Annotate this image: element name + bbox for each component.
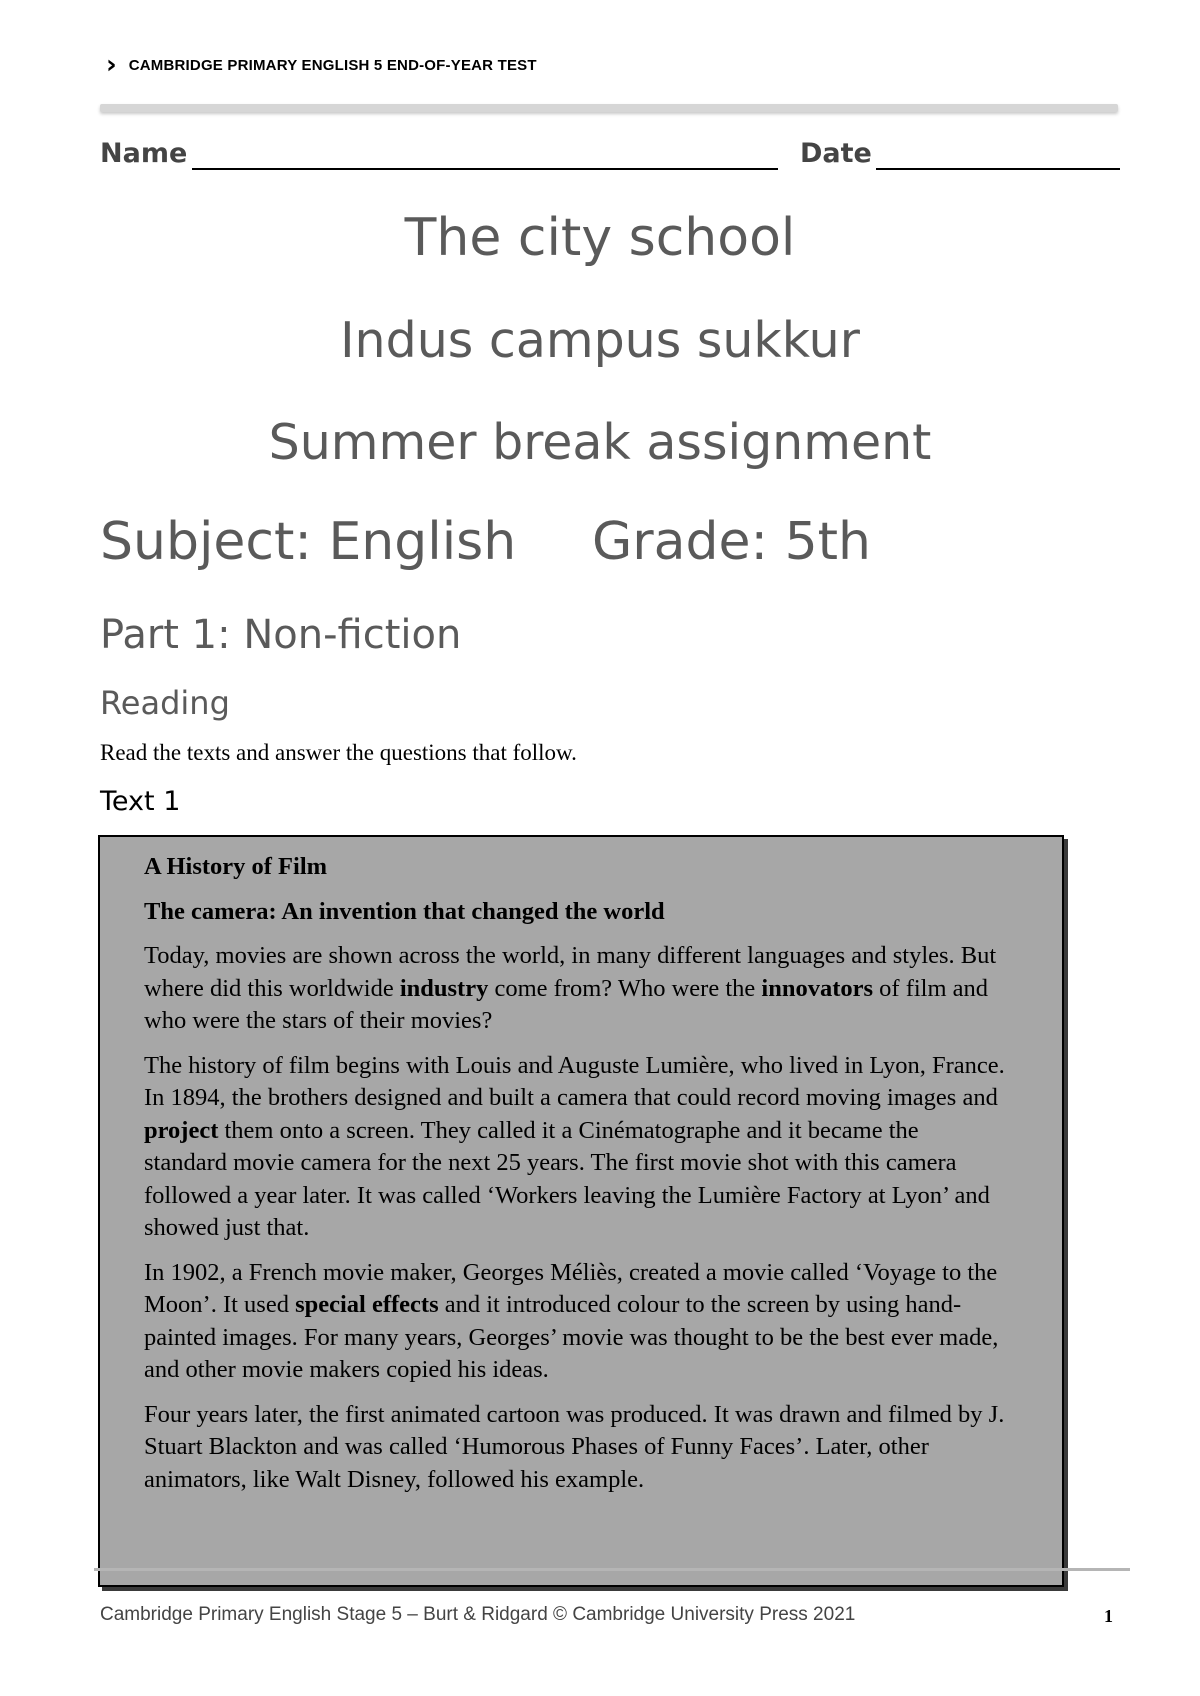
passage-paragraph-2: The history of film begins with Louis and Auguste Lumière, who lived in Lyon, France. In 1894, the brothers designed and built a camera that could record moving images and project them onto a screen. They called it a Cinématographe and it became the standard movie camera for the next 25 years. The first movie shot with this camera followed a year later. It was called ‘Workers leaving the Lumière Factory at Lyon’ and showed just that.	[144, 1051, 1005, 1241]
chevron-right-icon: ›	[106, 50, 117, 80]
name-field[interactable]	[192, 168, 778, 170]
keyword-innovators: innovators	[761, 974, 874, 1002]
page-number: 1	[1104, 1606, 1113, 1626]
passage-paragraph-4: Four years later, the first animated cartoon was produced. It was drawn and filmed by J. Stuart Blackton and was called ‘Humorous Phases of Funny Faces’. Later, other animators, like Walt Disney, followed his example.	[144, 1400, 1005, 1493]
running-header	[106, 52, 537, 78]
date-label: Date	[800, 138, 872, 169]
assignment-title: Summer break assignment	[268, 414, 932, 471]
text-label: Text 1	[100, 786, 181, 817]
keyword-industry: industry	[399, 974, 489, 1002]
name-date-row	[100, 136, 1120, 176]
footer-credit: Cambridge Primary English Stage 5 – Burt & Ridgard © Cambridge University Press 2021	[100, 1604, 856, 1625]
date-field[interactable]	[876, 168, 1120, 170]
reading-passage-box	[98, 835, 1064, 1587]
instruction-text: Read the texts and answer the questions that follow.	[100, 740, 577, 765]
header-title: CAMBRIDGE PRIMARY ENGLISH 5 END-OF-YEAR TEST	[128, 56, 537, 74]
keyword-project: project	[144, 1116, 219, 1144]
header-divider	[100, 104, 1118, 112]
passage-title: A History of Film	[144, 853, 328, 880]
campus-title: Indus campus sukkur	[340, 312, 860, 369]
keyword-special-effects: special effects	[295, 1291, 439, 1318]
school-title: The city school	[404, 208, 796, 268]
passage-subtitle: The camera: An invention that changed the world	[144, 897, 665, 925]
name-label: Name	[100, 138, 188, 169]
section-heading: Reading	[100, 684, 230, 722]
grade-label: Grade: 5th	[592, 512, 872, 572]
subject-label: Subject: English	[100, 512, 517, 572]
footer-divider	[94, 1568, 1130, 1571]
passage-paragraph-1: Today, movies are shown across the world, in many different languages and styles. But where did this worldwide industry come from? Who were the innovators of film and who were the stars of their movies?	[144, 942, 997, 1034]
part-heading: Part 1: Non-fiction	[100, 612, 462, 658]
passage-paragraph-3: In 1902, a French movie maker, Georges Méliès, created a movie called ‘Voyage to the Moon’. It used special effects and it introduced colour to the screen by using hand-painted images. For many years, Georges’ movie was thought to be the best ever made, and other movie makers copied his ideas.	[144, 1258, 999, 1383]
